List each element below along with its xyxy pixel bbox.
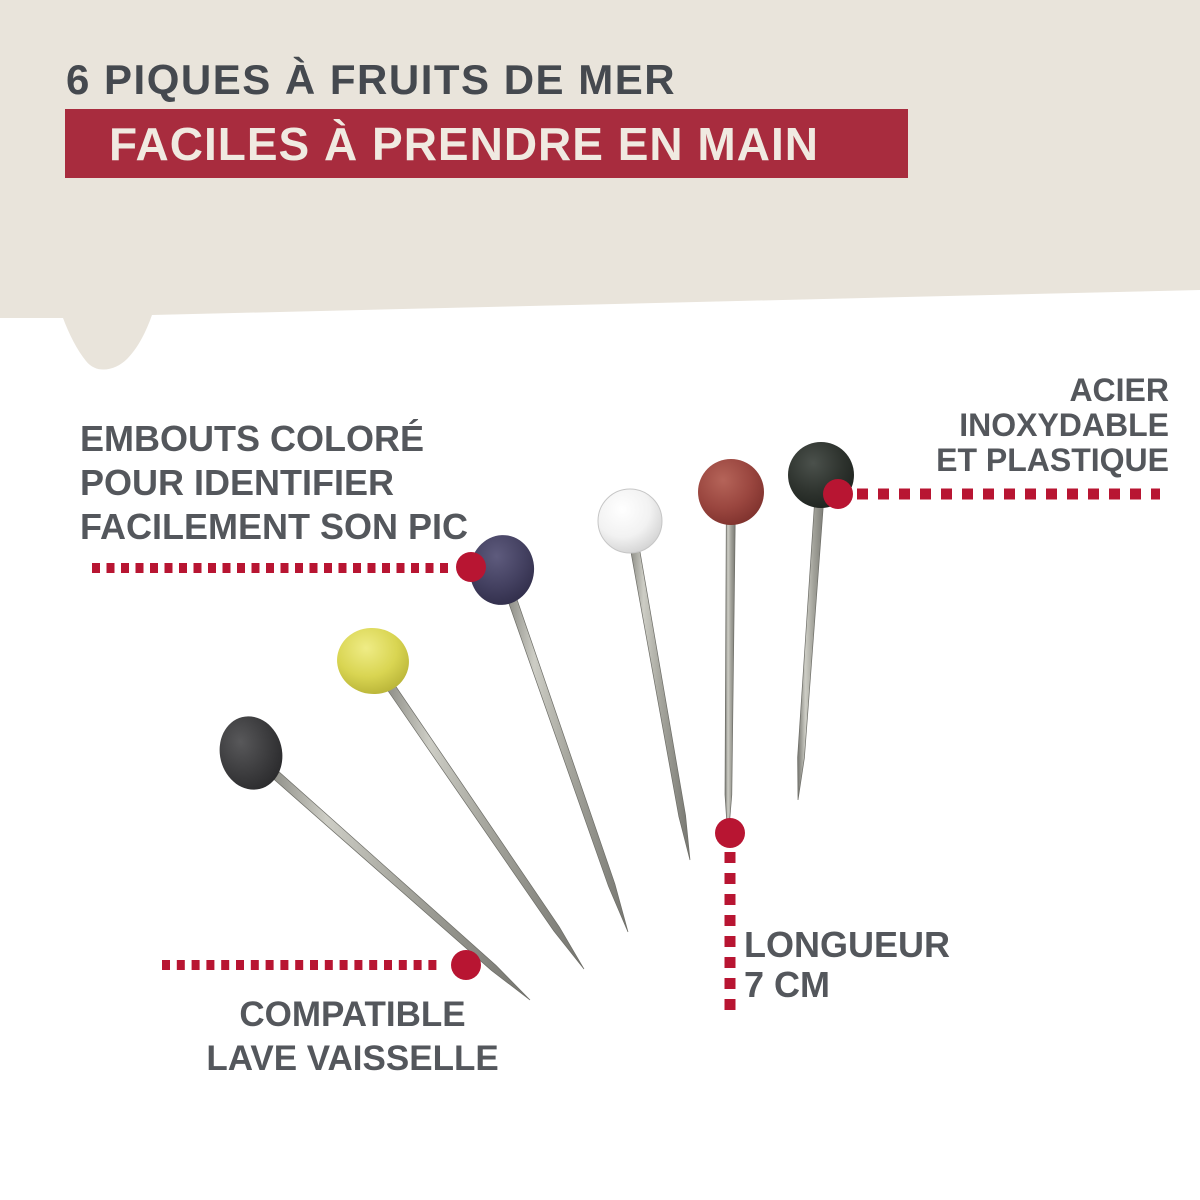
embouts-endpoint-dot [456, 552, 486, 582]
callout-acier-line3: ET PLASTIQUE [936, 442, 1169, 478]
callout-longueur [744, 925, 950, 1005]
callout-compatible [150, 993, 555, 1081]
pin-darkgrey-shaft [798, 475, 826, 800]
callout-longueur-line1: LONGUEUR [744, 924, 950, 965]
callout-acier-line1: ACIER [1069, 372, 1169, 408]
callout-embouts-line3: FACILEMENT SON PIC [80, 506, 469, 547]
page-title: 6 PIQUES À FRUITS DE MER [66, 56, 677, 103]
pin-red-head [698, 459, 764, 525]
callout-acier [919, 373, 1169, 478]
callout-embouts [80, 417, 468, 549]
compatible-endpoint-dot [451, 950, 481, 980]
callout-embouts-line2: POUR IDENTIFIER [80, 462, 395, 503]
pin-red-shaft [725, 492, 736, 840]
highlight-banner-text: FACILES À PRENDRE EN MAIN [109, 117, 819, 170]
acier-endpoint-dot [823, 479, 853, 509]
pin-yellow-head [333, 623, 413, 698]
callout-longueur-line2: 7 CM [744, 964, 831, 1005]
highlight-banner [65, 109, 908, 178]
longueur-endpoint-dot [715, 818, 745, 848]
pin-white-head [598, 489, 662, 553]
pin-white-shaft [625, 520, 690, 860]
callout-compatible-line1: COMPATIBLE [239, 995, 466, 1034]
callout-embouts-line1: EMBOUTS COLORÉ [80, 418, 425, 459]
callout-acier-line2: INOXYDABLE [959, 407, 1169, 443]
callout-compatible-line2: LAVE VAISSELLE [206, 1039, 499, 1078]
